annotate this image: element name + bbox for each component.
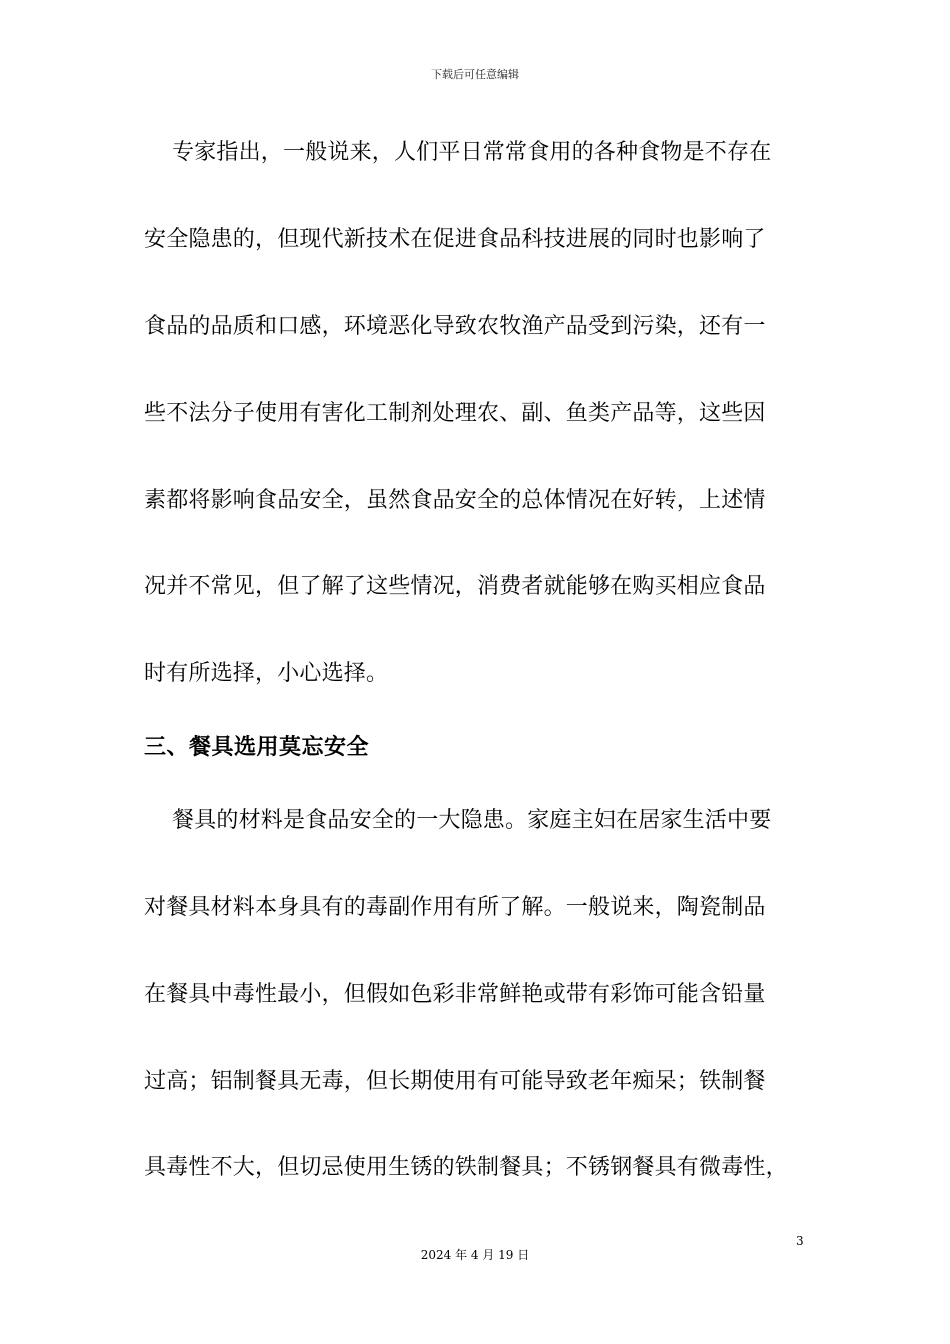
paragraph-line: 些不法分子使用有害化工制剂处理农、副、鱼类产品等，这些因 xyxy=(144,401,766,426)
paragraph-line: 餐具的材料是食品安全的一大隐患。家庭主妇在居家生活中要 xyxy=(172,808,772,833)
page-number: 3 xyxy=(796,1234,804,1248)
paragraph-line: 具毒性不大，但切忌使用生锈的铁制餐具；不锈钢餐具有微毒性， xyxy=(144,1155,788,1180)
footer-date: 2024 年 4 月 19 日 xyxy=(420,1248,530,1262)
paragraph-line: 在餐具中毒性最小，但假如色彩非常鲜艳或带有彩饰可能含铅量 xyxy=(144,982,766,1007)
paragraph-line: 过高；铝制餐具无毒，但长期使用有可能导致老年痴呆；铁制餐 xyxy=(144,1069,766,1094)
paragraph-line: 素都将影响食品安全，虽然食品安全的总体情况在好转，上述情 xyxy=(144,488,766,513)
paragraph-line: 对餐具材料本身具有的毒副作用有所了解。一般说来，陶瓷制品 xyxy=(144,895,766,920)
paragraph-line: 食品的品质和口感，环境恶化导致农牧渔产品受到污染，还有一 xyxy=(144,314,766,339)
paragraph-line: 况并不常见，但了解了这些情况，消费者就能够在购买相应食品 xyxy=(144,574,766,599)
section-heading: 三、餐具选用莫忘安全 xyxy=(144,735,370,760)
paragraph-line: 专家指出，一般说来，人们平日常常食用的各种食物是不存在 xyxy=(172,140,772,165)
header-note: 下载后可任意编辑 xyxy=(431,68,519,81)
paragraph-line: 时有所选择，小心选择。 xyxy=(144,661,389,686)
paragraph-line: 安全隐患的，但现代新技术在促进食品科技进展的同时也影响了 xyxy=(144,227,766,252)
